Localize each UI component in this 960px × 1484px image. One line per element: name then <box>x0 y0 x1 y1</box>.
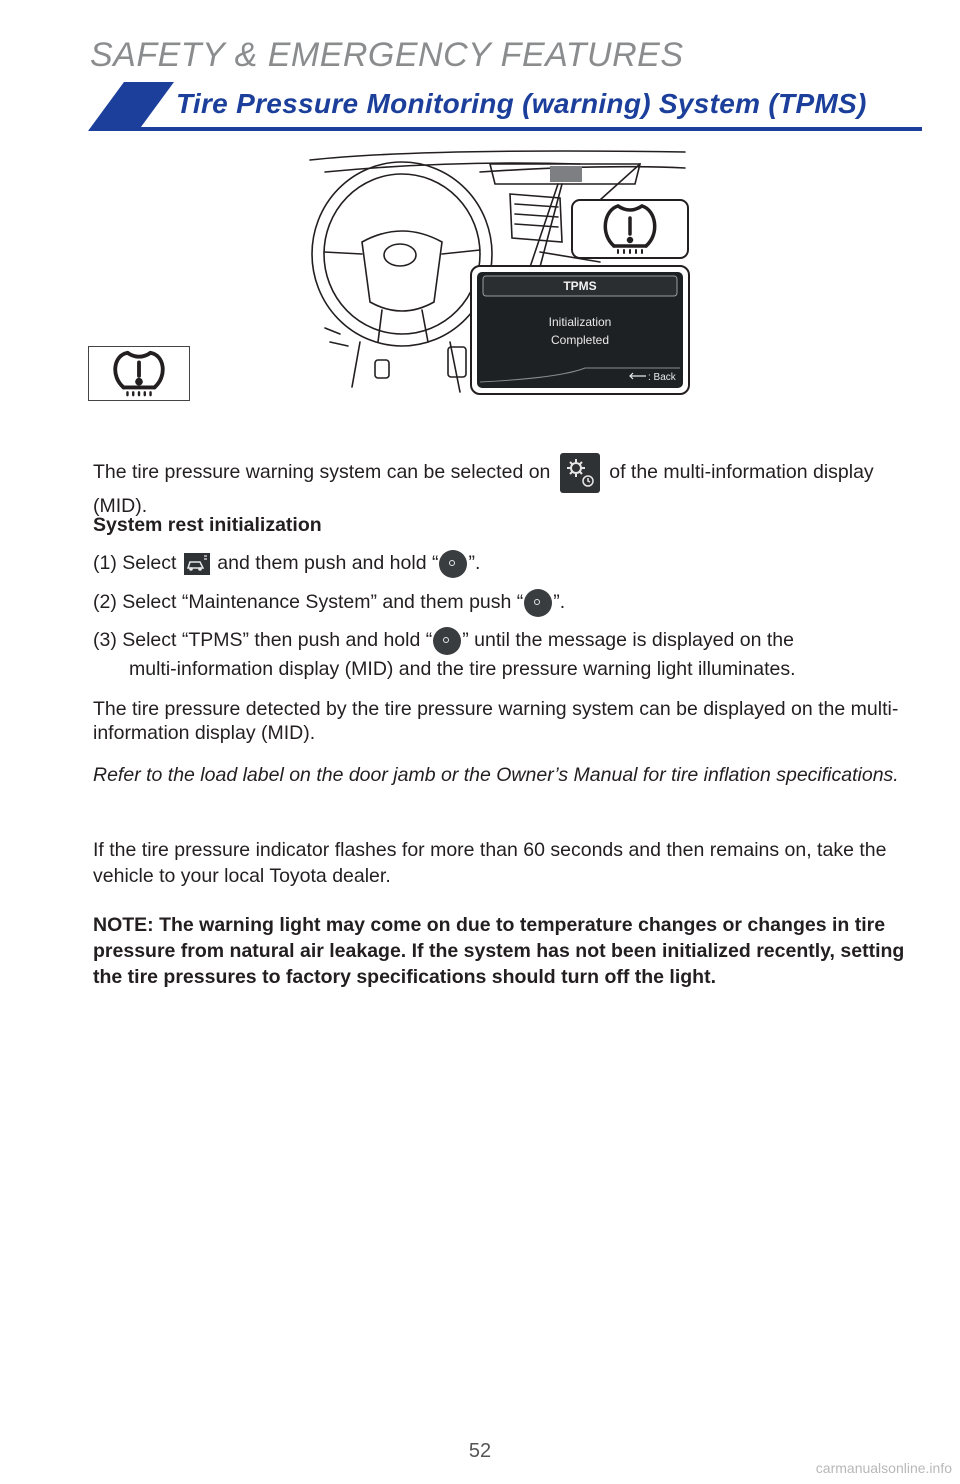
dial-button-icon <box>439 550 467 578</box>
tpms-warning-icon-box <box>88 346 190 401</box>
note-paragraph: NOTE: The warning light may come on due to temperature changes or changes in tire pressure from natural air leakage. If the system has not been initialized recently, setting the tire pressures to factory specifications should turn off the light. <box>93 914 905 988</box>
mid-screen-line1: Initialization <box>548 315 612 329</box>
banner-wedge <box>88 82 178 132</box>
mid-screen-line2: Completed <box>550 333 610 347</box>
car-settings-icon <box>184 553 210 575</box>
settings-gear-icon <box>560 453 600 493</box>
mid-screen-back: : Back <box>648 372 676 383</box>
section-title: SAFETY & EMERGENCY FEATURES <box>90 36 684 74</box>
watermark: carmanualsonline.info <box>815 1460 952 1476</box>
banner-rule <box>138 127 922 131</box>
page-title: Tire Pressure Monitoring (warning) System (TPMS) <box>176 88 867 119</box>
dashboard-illustration <box>300 142 695 404</box>
callout-warning-icon <box>572 200 688 258</box>
init-heading: System rest initialization <box>93 514 322 536</box>
tpms-warning-icon <box>109 349 169 399</box>
dial-button-icon <box>524 589 552 617</box>
mid-screen <box>471 266 689 394</box>
detected-paragraph: The tire pressure detected by the tire pressure warning system can be displayed on the multi-information display (MID). <box>93 698 899 744</box>
intro-paragraph: The tire pressure warning system can be selected on of the multi-information display (MID). <box>93 453 918 519</box>
step-3: (3) Select “TPMS” then push and hold “ ” until the message is displayed on the multi-information display (MID) and the tire pressure warning light illuminates. <box>93 626 918 684</box>
title-banner <box>88 82 922 132</box>
step-1: (1) Select and them push and hold “ ”. <box>93 549 918 578</box>
step-2: (2) Select “Maintenance System” and them push “ ”. <box>93 588 918 617</box>
page-number: 52 <box>468 1440 492 1462</box>
mid-screen-title: TPMS <box>563 279 597 293</box>
refer-paragraph: Refer to the load label on the door jamb or the Owner’s Manual for tire inflation specifications. <box>93 764 899 786</box>
dial-button-icon <box>433 627 461 655</box>
flash-paragraph: If the tire pressure indicator flashes for more than 60 seconds and then remains on, take the vehicle to your local Toyota dealer. <box>93 839 887 887</box>
